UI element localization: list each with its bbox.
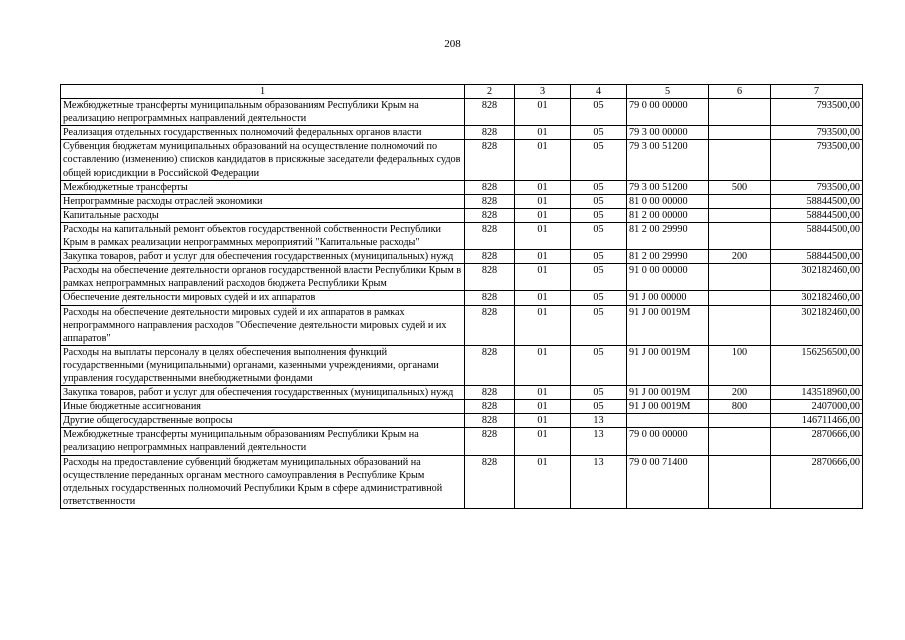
amount: 58844500,00 [771,250,863,264]
expense-name: Иные бюджетные ассигнования [61,400,465,414]
expense-name: Закупка товаров, работ и услуг для обеспечения государственных (муниципальных) нужд [61,386,465,400]
amount: 156256500,00 [771,345,863,385]
admin-code: 828 [465,140,515,180]
section-code: 01 [515,222,571,249]
target-article-code: 91 0 00 00000 [627,264,709,291]
subsection-code: 05 [571,386,627,400]
admin-code: 828 [465,386,515,400]
target-article-code: 79 3 00 51200 [627,140,709,180]
amount: 146711466,00 [771,414,863,428]
expense-type-code [709,208,771,222]
expense-type-code [709,264,771,291]
amount: 793500,00 [771,99,863,126]
amount: 2407000,00 [771,400,863,414]
expense-type-code [709,291,771,305]
admin-code: 828 [465,99,515,126]
expense-name: Непрограммные расходы отраслей экономики [61,194,465,208]
amount: 793500,00 [771,180,863,194]
subsection-code: 05 [571,222,627,249]
amount: 58844500,00 [771,222,863,249]
subsection-code: 13 [571,455,627,508]
section-code: 01 [515,126,571,140]
subsection-code: 05 [571,208,627,222]
target-article-code: 79 3 00 51200 [627,180,709,194]
section-code: 01 [515,305,571,345]
expense-name: Расходы на выплаты персоналу в целях обеспечения выполнения функций государственными (муниципальными) органами, казенными учреждениями, органами управления государственными внебюджетными фондами [61,345,465,385]
section-code: 01 [515,208,571,222]
expense-name: Капитальные расходы [61,208,465,222]
admin-code: 828 [465,291,515,305]
expense-name: Другие общегосударственные вопросы [61,414,465,428]
admin-code: 828 [465,400,515,414]
amount: 2870666,00 [771,428,863,455]
subsection-code: 05 [571,99,627,126]
admin-code: 828 [465,428,515,455]
target-article-code: 81 0 00 00000 [627,194,709,208]
subsection-code: 05 [571,345,627,385]
expense-type-code [709,194,771,208]
expense-type-code: 500 [709,180,771,194]
amount: 302182460,00 [771,305,863,345]
amount: 302182460,00 [771,291,863,305]
admin-code: 828 [465,208,515,222]
admin-code: 828 [465,414,515,428]
expense-type-code [709,222,771,249]
table-row [61,99,863,126]
table-row [61,386,863,400]
admin-code: 828 [465,264,515,291]
subsection-code: 05 [571,180,627,194]
subsection-code: 05 [571,126,627,140]
expense-type-code [709,99,771,126]
table-row [61,305,863,345]
expense-type-code [709,126,771,140]
subsection-code: 05 [571,291,627,305]
section-code: 01 [515,400,571,414]
table-row [61,345,863,385]
subsection-code: 13 [571,414,627,428]
expense-type-code [709,455,771,508]
section-code: 01 [515,291,571,305]
expense-type-code [709,414,771,428]
table-row [61,208,863,222]
header-cell: 3 [515,85,571,99]
header-row [61,85,863,99]
expense-name: Закупка товаров, работ и услуг для обеспечения государственных (муниципальных) нужд [61,250,465,264]
expense-name: Расходы на обеспечение деятельности мировых судей и их аппаратов в рамках непрограммного направления расходов "Обеспечение деятельности мировых судей и их аппаратов" [61,305,465,345]
expense-type-code: 200 [709,250,771,264]
amount: 2870666,00 [771,455,863,508]
section-code: 01 [515,414,571,428]
expense-type-code: 800 [709,400,771,414]
header-cell: 7 [771,85,863,99]
subsection-code: 05 [571,250,627,264]
admin-code: 828 [465,222,515,249]
subsection-code: 05 [571,400,627,414]
expense-name: Расходы на предоставление субвенций бюджетам муниципальных образований на осуществление переданных органам местного самоуправления в Республике Крым отдельных государственных полномочий Республики Крым в сфере административной ответственности [61,455,465,508]
section-code: 01 [515,140,571,180]
amount: 302182460,00 [771,264,863,291]
target-article-code: 81 2 00 29990 [627,250,709,264]
header-cell: 1 [61,85,465,99]
expense-type-code: 200 [709,386,771,400]
section-code: 01 [515,250,571,264]
admin-code: 828 [465,250,515,264]
table-row [61,140,863,180]
header-cell: 4 [571,85,627,99]
table-row [61,264,863,291]
amount: 793500,00 [771,140,863,180]
section-code: 01 [515,99,571,126]
expense-name: Межбюджетные трансферты [61,180,465,194]
target-article-code: 91 J 00 00000 [627,291,709,305]
target-article-code: 91 J 00 0019M [627,386,709,400]
amount: 793500,00 [771,126,863,140]
target-article-code: 81 2 00 00000 [627,208,709,222]
table-row [61,180,863,194]
expense-name: Межбюджетные трансферты муниципальным образованиям Республики Крым на реализацию непрограммных направлений деятельности [61,99,465,126]
target-article-code: 79 0 00 71400 [627,455,709,508]
amount: 58844500,00 [771,194,863,208]
section-code: 01 [515,194,571,208]
table-row [61,428,863,455]
expense-name: Расходы на капитальный ремонт объектов государственной собственности Республики Крым в рамках реализации непрограммных мероприятий "Капитальные расходы" [61,222,465,249]
target-article-code [627,414,709,428]
expense-name: Обеспечение деятельности мировых судей и их аппаратов [61,291,465,305]
target-article-code: 91 J 00 0019M [627,400,709,414]
section-code: 01 [515,345,571,385]
amount: 143518960,00 [771,386,863,400]
table-row [61,250,863,264]
target-article-code: 79 0 00 00000 [627,428,709,455]
section-code: 01 [515,386,571,400]
table-row [61,414,863,428]
admin-code: 828 [465,345,515,385]
admin-code: 828 [465,455,515,508]
admin-code: 828 [465,305,515,345]
target-article-code: 79 3 00 00000 [627,126,709,140]
admin-code: 828 [465,180,515,194]
subsection-code: 05 [571,140,627,180]
table-row [61,126,863,140]
header-cell: 5 [627,85,709,99]
section-code: 01 [515,180,571,194]
subsection-code: 05 [571,194,627,208]
expense-name: Расходы на обеспечение деятельности органов государственной власти Республики Крым в рамках непрограммных направлений расходов бюджета Республики Крым [61,264,465,291]
budget-table [60,84,863,509]
expense-type-code [709,140,771,180]
subsection-code: 05 [571,264,627,291]
subsection-code: 05 [571,305,627,345]
table-row [61,291,863,305]
target-article-code: 81 2 00 29990 [627,222,709,249]
table-row [61,400,863,414]
admin-code: 828 [465,194,515,208]
admin-code: 828 [465,126,515,140]
table-row [61,222,863,249]
subsection-code: 13 [571,428,627,455]
table-row [61,194,863,208]
target-article-code: 91 J 00 0019M [627,305,709,345]
expense-type-code: 100 [709,345,771,385]
expense-name: Субвенция бюджетам муниципальных образований на осуществление полномочий по составлению (изменению) списков кандидатов в присяжные заседатели федеральных судов общей юрисдикции в Российской Федерации [61,140,465,180]
table-row [61,455,863,508]
expense-name: Межбюджетные трансферты муниципальным образованиям Республики Крым на реализацию непрограммных направлений деятельности [61,428,465,455]
expense-name: Реализация отдельных государственных полномочий федеральных органов власти [61,126,465,140]
expense-type-code [709,305,771,345]
target-article-code: 91 J 00 0019M [627,345,709,385]
page-number: 208 [444,38,461,50]
section-code: 01 [515,455,571,508]
amount: 58844500,00 [771,208,863,222]
header-cell: 2 [465,85,515,99]
section-code: 01 [515,264,571,291]
target-article-code: 79 0 00 00000 [627,99,709,126]
expense-type-code [709,428,771,455]
section-code: 01 [515,428,571,455]
header-cell: 6 [709,85,771,99]
